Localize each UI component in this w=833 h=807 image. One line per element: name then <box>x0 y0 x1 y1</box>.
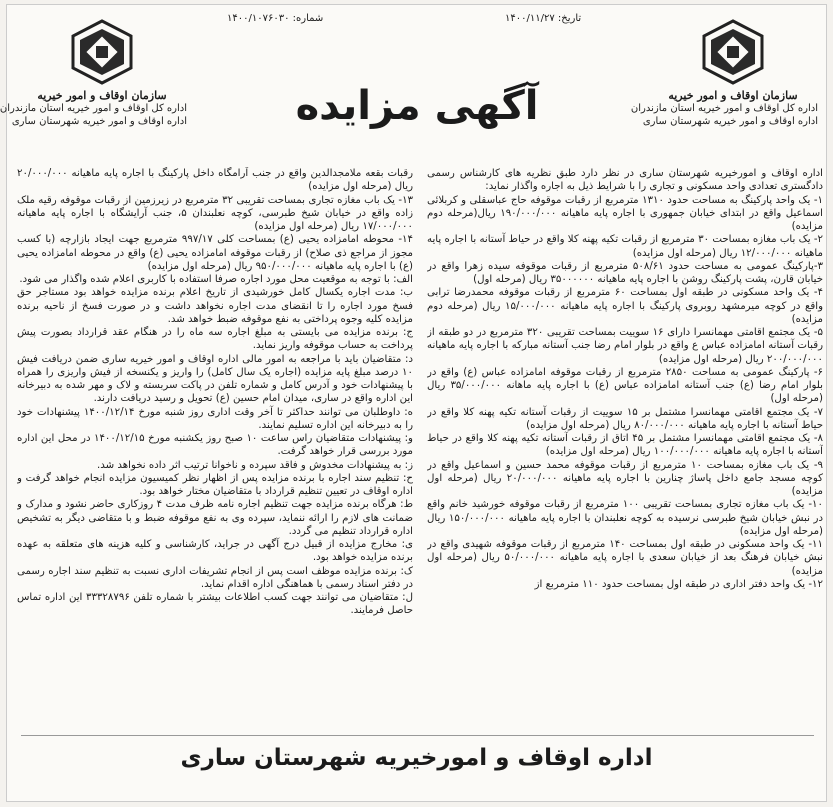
page-title: آگهی مزایده <box>295 83 539 129</box>
header <box>0 5 826 167</box>
condition-item: د: متقاضیان باید با مراجعه به امور مالی اداره اوقاف و امور خیریه ساری ضمن دریافت فیش ۱۰ درصد مبلغ پایه مزایده (اجاره یک سال کامل) را واریز و یکنسخه از فیش واریزی را همراه با پیشنهادات خود و آدرس کامل و شماره تلفن در پاکت سربسته و لاک و مهر شده به دبیرخانه این اداره واقع در ساری، میدان امام حسین (ع) تحویل و رسید دریافت دارند. <box>17 353 413 405</box>
condition-item: ط: هرگاه برنده مزایده جهت تنظیم اجاره نامه ظرف مدت ۴ روزکاری حاضر نشود و مدارک و ضمانت های لازم را ارائه ننماید، سپرده وی به نفع موقوفه ضبط و با متقاضی دیگر به تشخیص اداره قرارداد تنظیم می گردد. <box>17 499 413 537</box>
condition-item: ز: به پیشنهادات مخدوش و فاقد سپرده و ناخوانا ترتیب اثر داده نخواهد شد. <box>97 459 413 471</box>
list-item: ۹- یک باب مغازه بمساحت ۱۰ مترمربع از رقبات موقوفه محمد حسین و اسماعیل واقع در کوچه مسجد جامع داخل پاساژ چنارین با اجاره پایه ماهیانه ۲۰/۰۰۰/۰۰۰ ریال (مرحله اول مزایده) <box>427 459 823 497</box>
right-column <box>427 167 823 733</box>
list-item: ۱- یک واحد پارکینگ به مساحت حدود ۱۳۱۰ مترمربع از رقبات موقوفه حاج عباسقلی و کربلائی اسماعیل واقع در ابتدای خیابان جمهوری با اجاره پایه ماهیانه ۱۹۰/۰۰۰/۰۰۰ ریال(مرحله دوم مزایده) <box>427 194 823 232</box>
list-item: ۵- یک مجتمع اقامتی مهمانسرا دارای ۱۶ سوییت بمساحت تقریبی ۳۲۰ مترمربع در دو طبقه از رقبات آستانه امامزاده عباس ع واقع در بلوار امام رضا جنب آستانه مبارکه با اجاره پایه ماهیانه ۲۰۰/۰۰۰/۰۰۰ ریال (مرحله اول مزایده) <box>427 327 823 365</box>
condition-item: ک: برنده مزایده موظف است پس از انجام تشریفات اداری نسبت به تنظیم سند اجاره رسمی در دفتر اسناد رسمی با هماهنگی اداره اقدام نماید. <box>17 565 413 590</box>
intro-paragraph: اداره اوقاف و امورخیریه شهرستان ساری در نظر دارد طبق نظریه های کارشناس رسمی دادگستری تعدادی واحد مسکونی و تجاری را با شرایط ذیل به اجاره واگذار نماید: <box>427 168 823 193</box>
list-item: ۱۰- یک باب مغازه تجاری بمساحت تقریبی ۱۰۰ مترمربع از رقبات موقوفه خورشید خانم واقع در نبش خیابان شیخ طبرسی نرسیده به کوچه نعلبندان با اجاره پایه ماهیانه ۱۵۰/۰۰۰/۰۰۰ ریال (مرحله اول مزایده) <box>427 499 823 537</box>
list-item: ۱۲- یک واحد دفتر اداری در طبقه اول بمساحت حدود ۱۱۰ مترمربع از <box>534 578 823 590</box>
org-city: اداره اوقاف و امور خیریه شهرستان ساری <box>642 116 818 127</box>
condition-item: ل: متقاضیان می توانند جهت کسب اطلاعات بیشتر با شماره تلفن ۳۳۳۲۸۷۹۶ این اداره تماس حاصل فرمایند. <box>17 592 413 617</box>
divider <box>21 735 814 736</box>
condition-item: الف: با توجه به موقعیت محل مورد اجاره صرفا استفاده با کاربری اعلام شده واگذار می شود. <box>19 274 413 285</box>
list-item: ۳-پارکینگ عمومی به مساحت حدود ۵۰۸/۶۱ مترمربع از رقبات موقوفه سیده زهرا واقع در خیابان قارن، پشت پارکینگ روشن با اجاره پایه ماهیانه ۳۵۰۰۰۰۰۰ ریال (مرحله اول) <box>427 260 823 285</box>
condition-item: ی: مخارج مزایده از قبیل درج آگهی در جراید، کارشناسی و کلیه هزینه های متعلقه به عهده برنده مزایده خواهد بود. <box>17 539 413 564</box>
list-item: ۷- یک مجتمع اقامتی مهمانسرا مشتمل بر ۱۵ سوییت از رقبات آستانه تکیه پهنه کلا واقع در حیاط آستانه با اجاره پایه ماهیانه ۸۰/۰۰۰/۰۰۰ ریال (مرحله اول مزایده) <box>427 406 823 431</box>
list-item: ۲- یک باب مغازه بمساحت ۳۰ مترمربع از رقبات تکیه پهنه کلا واقع در حیاط آستانه با اجاره پایه ماهیانه ۱۲/۰۰۰/۰۰۰ ریال (مرحله اول مزایده) <box>427 234 823 259</box>
list-item: ۴- یک واحد مسکونی در طبقه اول بمساحت ۶۰ مترمربع از رقبات موقوفه محمدرضا ترابی واقع در کوچه میرمشهد روبروی پارکینگ با اجاره پایه ماهیانه ۱۵/۰۰۰/۰۰۰ ریال (مرحله دوم مزایده) <box>427 287 823 325</box>
list-item: ۸- یک مجتمع اقامتی مهمانسرا مشتمل بر ۴۵ اتاق از رقبات آستانه تکیه پهنه کلا واقع در حیاط آستانه با اجاره پایه ماهیانه ۱۰۰/۰۰۰/۰۰۰ ریال (مرحله اول مزایده) <box>427 433 823 458</box>
org-province: اداره کل اوقاف و امور خیریه استان مازندران <box>630 103 818 114</box>
left-column <box>17 167 413 733</box>
condition-item: و: پیشنهادات متقاضیان راس ساعت ۱۰ صبح روز یکشنبه مورخ ۱۴۰۰/۱۲/۱۵ در محل این اداره مورد بررسی قرار خواهد گرفت. <box>17 433 413 458</box>
org-name: سازمان اوقاف و امور خیریه <box>668 89 798 102</box>
condition-item: ه: داوطلبان می توانند حداکثر تا آخر وقت اداری روز شنبه مورخ ۱۴۰۰/۱۲/۱۴ پیشنهادات خود را به دبیرخانه این اداره تسلیم نمایند. <box>17 406 413 431</box>
condition-item: ح: تنظیم سند اجاره با برنده مزایده پس از اظهار نظر کمیسیون مزایده انجام خواهد گرفت و اداره اوقاف در تعیین تنظیم قرارداد با متقاضیان مختار خواهد بود. <box>17 472 413 497</box>
list-item: ۱۴- محوطه امامزاده یحیی (ع) بمساحت کلی ۹۹۷/۱۷ مترمربع جهت ایجاد بازارچه (با کسب مجوز از مراجع ذی صلاح) از رقبات موقوفه امامزاده یحیی (ع) واقع در محوطه امامزاده یحیی (ع) با اجاره پایه ماهیانه ۹۵۰/۰۰۰/۰۰۰ ریال (مرحله اول مزایده) <box>17 234 413 272</box>
list-item: رقبات بقعه ملامجدالدین واقع در جنب آرامگاه داخل پارکینگ با اجاره پایه ماهیانه ۲۰/۰۰۰/۰۰۰ ریال (مرحله اول مزایده) <box>17 168 413 193</box>
org-name: سازمان اوقاف و امور خیریه <box>37 89 167 102</box>
notice-page <box>0 4 827 802</box>
condition-item: ب: مدت اجاره یکسال کامل خورشیدی از تاریخ اعلام برنده مزایده خواهد بود مستاجر حق فسخ مورد اجاره را تا انقضای مدت اجاره نخواهد داشت و در صورت فسخ از ناحیه برنده مزایده کلیه وجوه پرداختی به نفع موقوفه ضبط خواهد شد. <box>17 287 413 325</box>
awqaf-emblem-icon <box>69 19 135 85</box>
awqaf-emblem-icon <box>700 19 766 85</box>
org-city: اداره اوقاف و امور خیریه شهرستان ساری <box>11 116 187 127</box>
condition-item: ج: برنده مزایده می بایستی به مبلغ اجاره سه ماه را در هنگام عقد قرارداد بصورت پیش پرداخت به حساب موقوفه واریز نماید. <box>17 327 413 352</box>
org-province: اداره کل اوقاف و امور خیریه استان مازندران <box>0 103 187 114</box>
list-item: ۱۳- یک باب مغازه تجاری بمساحت تقریبی ۳۲ مترمربع در زیرزمین از رقبات موقوفه رقیه ملک زاده واقع در خیابان شیخ طبرسی، کوچه نعلبندان ۵، جنب آرایشگاه با اجاره پایه ماهیانه ۱۷/۰۰۰/۰۰۰ ریال (مرحله اول مزایده) <box>17 194 413 232</box>
footer-signature: اداره اوقاف و امورخیریه شهرستان ساری <box>180 745 653 771</box>
list-item: ۱۱- یک واحد مسکونی در طبقه اول بمساحت ۱۴۰ مترمربع از رقبات موقوفه شهیدی واقع در نبش خیابان فرهنگ بعد از خیابان سعدی با اجاره پایه ماهیانه ۵۰/۰۰۰/۰۰۰ ریال (مرحله اول مزایده) <box>427 539 823 577</box>
notice-number: شماره: ۱۴۰۰/۱۰۷۶۰۳۰ <box>227 13 324 24</box>
org-logo-block-right <box>630 19 818 128</box>
list-item: ۶- پارکینگ عمومی به مساحت ۲۸۵۰ مترمربع از رقبات موقوفه امامزاده عباس (ع) واقع در بلوار امام رضا (ع) جنب آستانه امامزاده عباس (ع) با اجاره پایه ماهانه ۳۵/۰۰۰/۰۰۰ ریال (مرحله اول) <box>427 366 823 405</box>
org-logo-block-left <box>0 19 187 128</box>
notice-date: تاریخ: ۱۴۰۰/۱۱/۲۷ <box>505 13 582 24</box>
